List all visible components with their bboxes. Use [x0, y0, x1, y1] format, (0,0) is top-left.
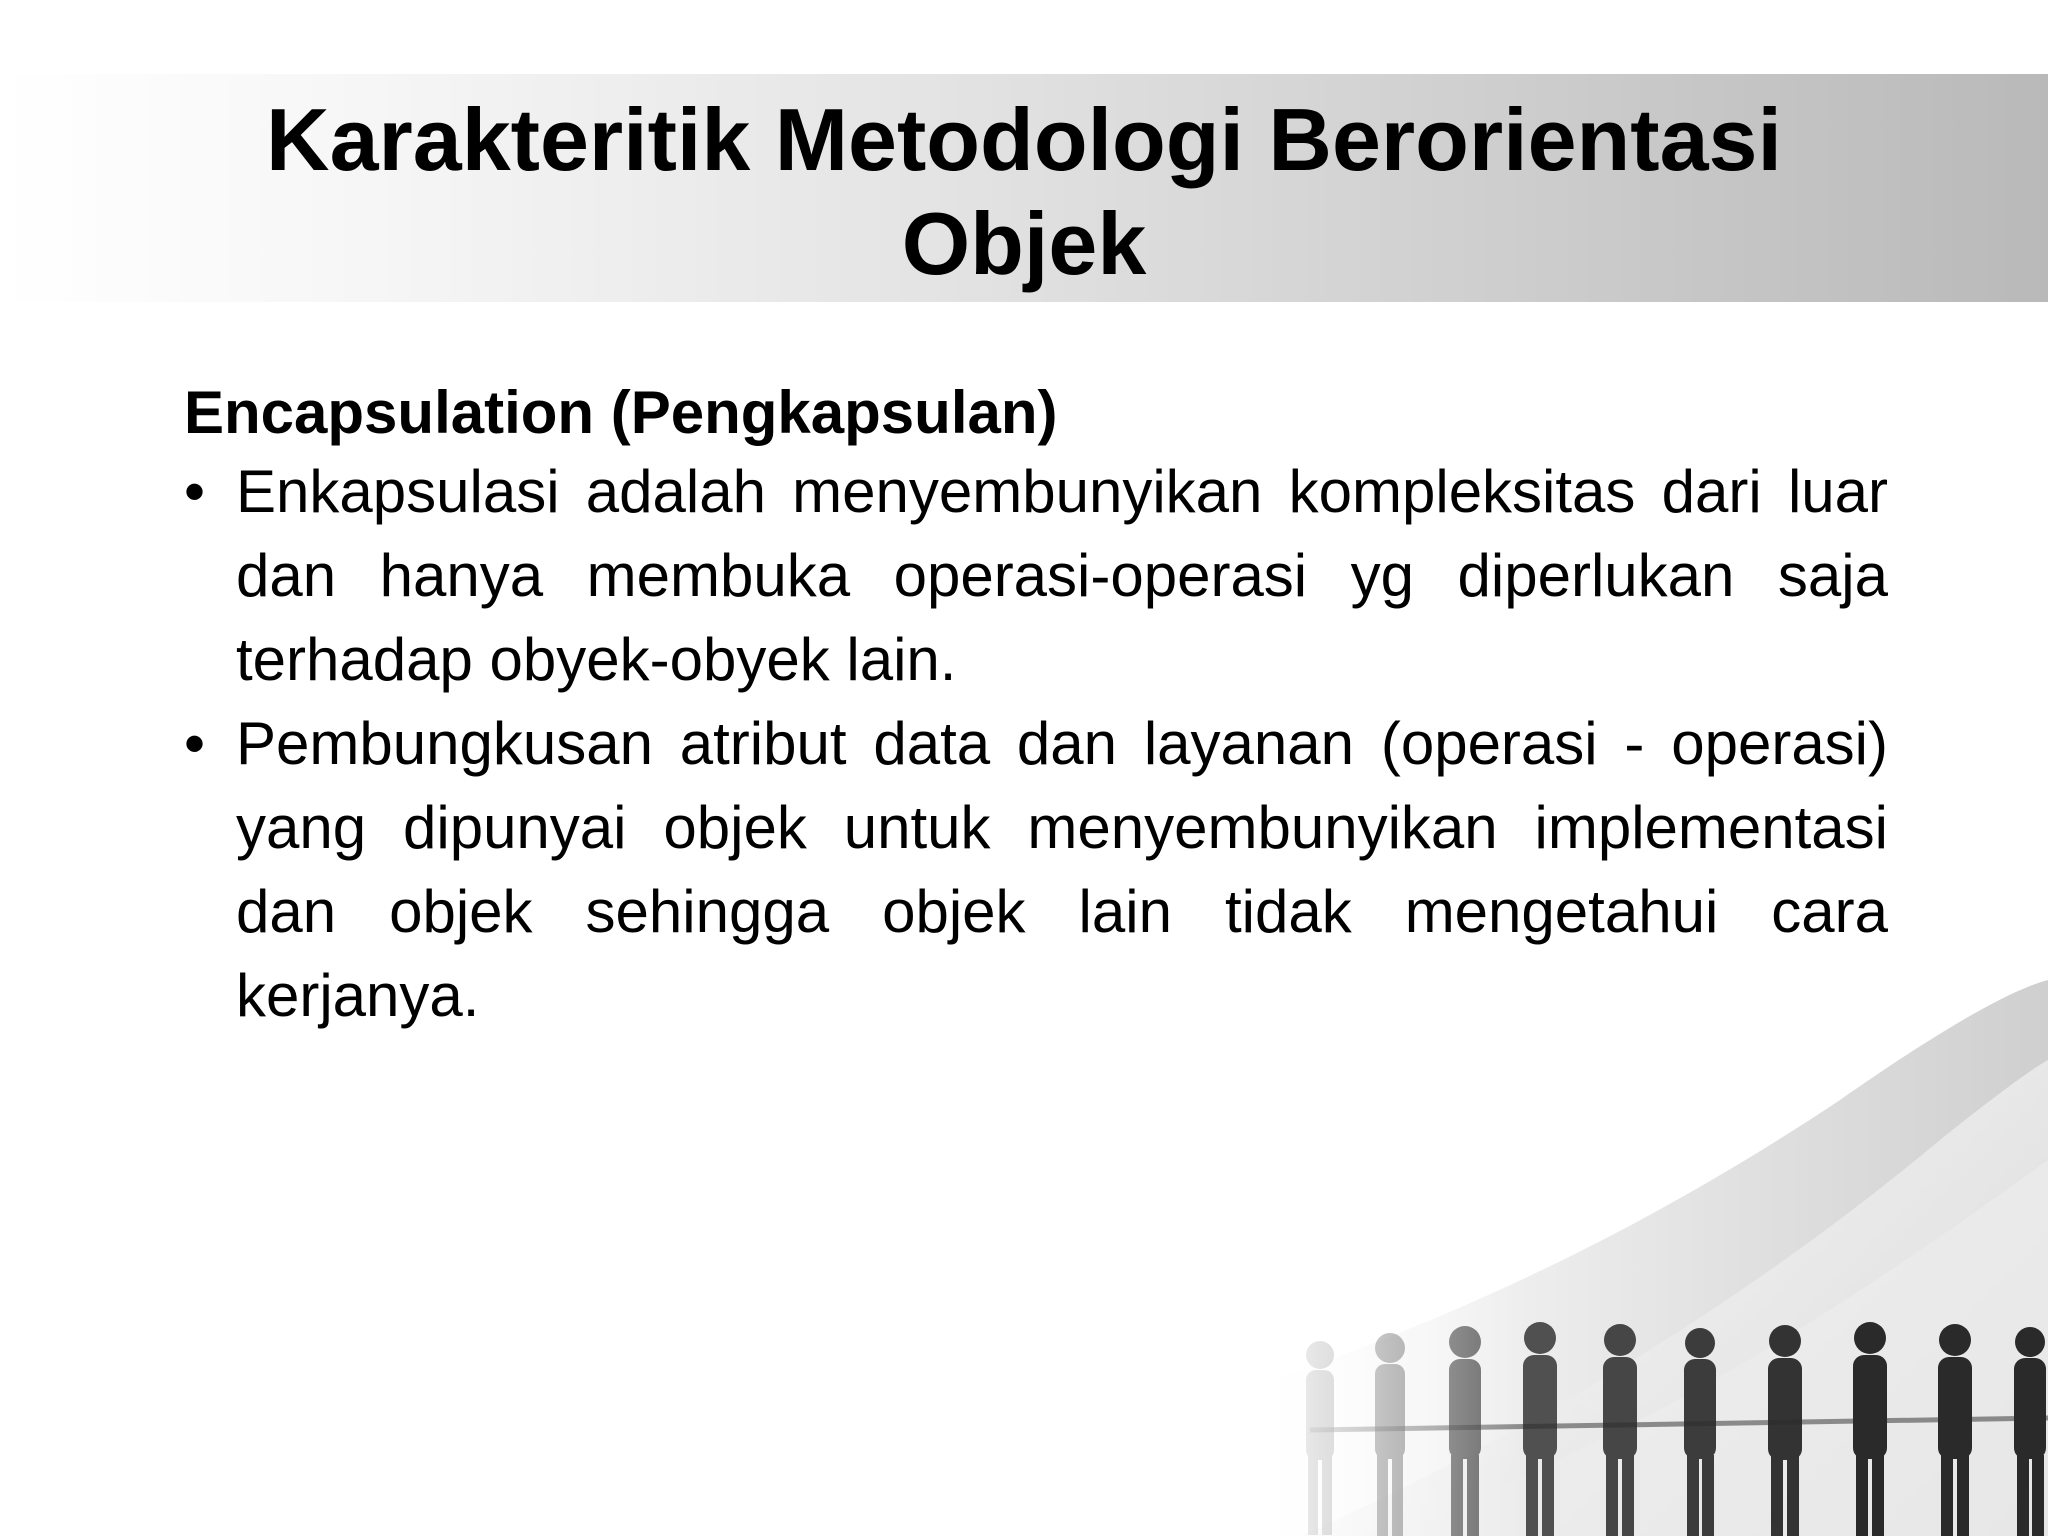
bullet-icon: • — [184, 458, 206, 525]
top-strip — [0, 0, 2048, 74]
slide-title — [140, 88, 1908, 296]
bullet-text: Enkapsulasi adalah menyembunyikan kompleksitas dari luar dan hanya membuka operasi-operasi yg diperlukan saja terhadap obyek-obyek lain. — [236, 458, 1888, 693]
section-heading: Encapsulation (Pengkapsulan) — [184, 379, 1058, 446]
bullet-icon: • — [184, 710, 206, 777]
bullet-item — [184, 450, 1888, 702]
slide-content — [184, 378, 1888, 1038]
people-holding-hands-image — [1240, 960, 2048, 1536]
title-line-1: Karakteritik Metodologi Berorientasi — [266, 90, 1782, 189]
title-line-2: Objek — [901, 194, 1147, 293]
bullet-text: Pembungkusan atribut data dan layanan (operasi - operasi) yang dipunyai objek untuk menyembunyikan implementasi dan objek sehingga objek lain tidak mengetahui cara kerjanya. — [236, 710, 1888, 1029]
bullet-list — [184, 450, 1888, 1038]
